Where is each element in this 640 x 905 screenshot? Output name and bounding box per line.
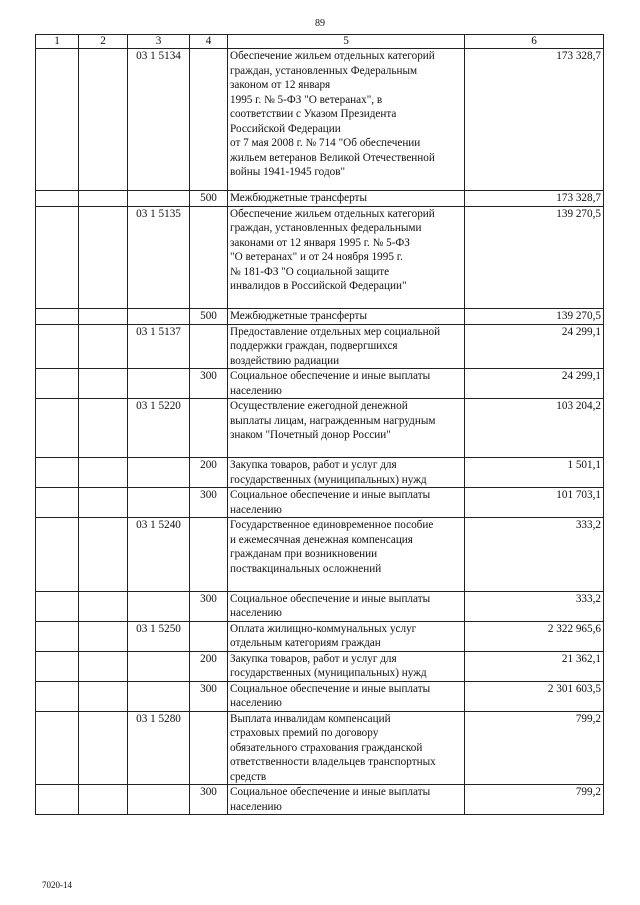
cell-col-2 (79, 458, 128, 488)
cell-amount: 2 322 965,6 (465, 621, 604, 651)
cell-col-1 (36, 518, 79, 592)
description-line: поддержки граждан, подвергшихся (230, 340, 398, 352)
cell-col-1 (36, 324, 79, 369)
cell-expense-type (190, 49, 228, 191)
table-row (36, 324, 604, 369)
cell-col-2 (79, 206, 128, 309)
table-row (36, 369, 604, 399)
description-line: населению (230, 503, 282, 516)
cell-col-1 (36, 488, 79, 518)
header-col-3: 3 (128, 35, 190, 49)
header-col-4: 4 (190, 35, 228, 49)
description-line (230, 443, 462, 458)
description-line: законом от 12 января (230, 79, 331, 91)
table-row (36, 458, 604, 488)
cell-expense-type (190, 621, 228, 651)
cell-description (228, 518, 465, 592)
cell-col-2 (79, 651, 128, 681)
description-line: Обеспечение жильем отдельных категорий (230, 50, 435, 62)
table-row (36, 591, 604, 621)
cell-col-2 (79, 49, 128, 191)
cell-expense-type: 200 (190, 651, 228, 681)
description-line: инвалидов в Российской Федерации" (230, 280, 407, 292)
cell-target-code (128, 785, 190, 815)
description-line: Российской Федерации (230, 122, 341, 135)
cell-amount: 333,2 (465, 518, 604, 592)
cell-target-code: 03 1 5250 (128, 621, 190, 651)
description-line: Закупка товаров, работ и услуг для (230, 459, 397, 471)
cell-target-code: 03 1 5135 (128, 206, 190, 309)
cell-amount: 1 501,1 (465, 458, 604, 488)
cell-description (228, 488, 465, 518)
description-line: Социальное обеспечение и иные выплаты (230, 786, 431, 798)
description-line: знаком "Почетный донор России" (230, 429, 391, 441)
cell-expense-type: 300 (190, 591, 228, 621)
cell-description (228, 711, 465, 785)
header-col-5: 5 (228, 35, 465, 49)
cell-target-code: 03 1 5280 (128, 711, 190, 785)
description-line: населению (230, 607, 282, 619)
cell-col-2 (79, 681, 128, 711)
cell-expense-type (190, 324, 228, 369)
description-line: законами от 12 января 1995 г. № 5-ФЗ (230, 236, 410, 249)
description-line: соответствии с Указом Президента (230, 108, 397, 120)
cell-amount: 173 328,7 (465, 191, 604, 207)
cell-target-code (128, 591, 190, 621)
page-number: 89 (315, 18, 325, 29)
cell-amount: 24 299,1 (465, 324, 604, 369)
description-line: Оплата жилищно-коммунальных услуг (230, 622, 417, 635)
cell-expense-type (190, 206, 228, 309)
cell-description (228, 621, 465, 651)
cell-target-code (128, 458, 190, 488)
cell-expense-type: 300 (190, 488, 228, 518)
cell-description (228, 206, 465, 309)
description-line: Межбюджетные трансферты (230, 192, 367, 204)
cell-amount: 24 299,1 (465, 369, 604, 399)
description-line: жильем ветеранов Великой Отечественной (230, 151, 435, 164)
description-line: гражданам при возникновении (230, 548, 378, 560)
cell-amount: 101 703,1 (465, 488, 604, 518)
cell-col-1 (36, 785, 79, 815)
description-line: № 181-ФЗ "О социальной защите (230, 265, 390, 278)
cell-amount: 21 362,1 (465, 651, 604, 681)
table-row (36, 309, 604, 325)
description-line: обязательного страхования гражданской (230, 741, 423, 754)
cell-target-code: 03 1 5220 (128, 399, 190, 458)
cell-col-1 (36, 399, 79, 458)
description-line: ответственности владельцев транспортных (230, 756, 436, 768)
footer-code: 7020-14 (42, 880, 72, 890)
header-col-1: 1 (36, 35, 79, 49)
cell-description (228, 681, 465, 711)
cell-target-code: 03 1 5134 (128, 49, 190, 191)
description-line: Социальное обеспечение и иные выплаты (230, 592, 431, 605)
cell-amount: 139 270,5 (465, 206, 604, 309)
cell-expense-type (190, 711, 228, 785)
description-line: от 7 мая 2008 г. № 714 "Об обеспечении (230, 137, 421, 149)
cell-expense-type (190, 518, 228, 592)
cell-amount: 799,2 (465, 785, 604, 815)
description-line: Осуществление ежегодной денежной (230, 400, 408, 412)
cell-expense-type: 200 (190, 458, 228, 488)
table-body (36, 49, 604, 815)
cell-col-2 (79, 591, 128, 621)
header-col-6: 6 (465, 35, 604, 49)
description-line: населению (230, 800, 282, 813)
description-line (230, 294, 462, 309)
cell-amount: 333,2 (465, 591, 604, 621)
description-line: и ежемесячная денежная компенсация (230, 533, 413, 546)
description-line: воздействию радиации (230, 354, 340, 367)
description-line: Социальное обеспечение и иные выплаты (230, 370, 431, 382)
cell-col-1 (36, 651, 79, 681)
description-line: войны 1941-1945 годов" (230, 166, 346, 178)
description-line: 1995 г. № 5-ФЗ "О ветеранах", в (230, 93, 383, 106)
description-line: государственных (муниципальных) нужд (230, 667, 427, 679)
cell-col-1 (36, 591, 79, 621)
cell-target-code (128, 488, 190, 518)
cell-target-code (128, 369, 190, 399)
cell-description (228, 309, 465, 325)
cell-target-code: 03 1 5137 (128, 324, 190, 369)
cell-col-1 (36, 309, 79, 325)
cell-target-code (128, 681, 190, 711)
table-row (36, 191, 604, 207)
cell-amount: 139 270,5 (465, 309, 604, 325)
table-row (36, 206, 604, 309)
description-line: Предоставление отдельных мер социальной (230, 325, 441, 338)
cell-target-code: 03 1 5240 (128, 518, 190, 592)
description-line: Государственное единовременное пособие (230, 519, 434, 531)
cell-description (228, 785, 465, 815)
cell-description (228, 399, 465, 458)
table-header-row (36, 35, 604, 49)
table-row (36, 399, 604, 458)
description-line: "О ветеранах" и от 24 ноября 1995 г. (230, 251, 403, 263)
cell-description (228, 458, 465, 488)
table-row (36, 488, 604, 518)
cell-col-1 (36, 711, 79, 785)
cell-description (228, 191, 465, 207)
cell-col-2 (79, 488, 128, 518)
cell-col-2 (79, 324, 128, 369)
table-row (36, 49, 604, 191)
header-col-2: 2 (79, 35, 128, 49)
description-line: Социальное обеспечение и иные выплаты (230, 489, 431, 501)
cell-expense-type: 300 (190, 681, 228, 711)
cell-target-code (128, 191, 190, 207)
description-line: государственных (муниципальных) нужд (230, 473, 427, 486)
cell-description (228, 651, 465, 681)
cell-target-code (128, 309, 190, 325)
cell-description (228, 49, 465, 191)
cell-amount: 173 328,7 (465, 49, 604, 191)
table-row (36, 681, 604, 711)
cell-description (228, 324, 465, 369)
description-line: Выплата инвалидам компенсаций (230, 712, 391, 725)
cell-col-2 (79, 369, 128, 399)
cell-amount: 103 204,2 (465, 399, 604, 458)
cell-col-1 (36, 681, 79, 711)
cell-col-1 (36, 369, 79, 399)
description-line: граждан, установленных федеральными (230, 222, 422, 234)
cell-target-code (128, 651, 190, 681)
description-line: средств (230, 770, 267, 783)
cell-col-1 (36, 191, 79, 207)
cell-expense-type: 300 (190, 785, 228, 815)
cell-amount: 2 301 603,5 (465, 681, 604, 711)
cell-col-2 (79, 518, 128, 592)
description-line: населению (230, 384, 282, 397)
cell-col-2 (79, 399, 128, 458)
description-line: населению (230, 697, 282, 709)
cell-description (228, 369, 465, 399)
table-row (36, 651, 604, 681)
cell-col-2 (79, 309, 128, 325)
cell-col-1 (36, 458, 79, 488)
table-row (36, 621, 604, 651)
cell-expense-type: 500 (190, 309, 228, 325)
cell-col-1 (36, 206, 79, 309)
description-line: Закупка товаров, работ и услуг для (230, 652, 397, 665)
description-line (230, 576, 462, 591)
cell-amount: 799,2 (465, 711, 604, 785)
description-line: страховых премий по договору (230, 727, 379, 739)
cell-expense-type: 300 (190, 369, 228, 399)
description-line: выплаты лицам, награжденным нагрудным (230, 414, 436, 427)
cell-expense-type (190, 399, 228, 458)
table-row (36, 518, 604, 592)
description-line: отдельным категориям граждан (230, 637, 381, 649)
description-line: поствакцинальных осложнений (230, 562, 382, 575)
cell-col-2 (79, 621, 128, 651)
cell-col-2 (79, 711, 128, 785)
cell-col-1 (36, 621, 79, 651)
cell-col-2 (79, 191, 128, 207)
description-line: граждан, установленных Федеральным (230, 64, 418, 77)
cell-expense-type: 500 (190, 191, 228, 207)
cell-description (228, 591, 465, 621)
budget-table (35, 34, 604, 815)
description-line: Обеспечение жильем отдельных категорий (230, 207, 435, 220)
description-line: Межбюджетные трансферты (230, 310, 367, 322)
table-row (36, 711, 604, 785)
cell-col-2 (79, 785, 128, 815)
cell-col-1 (36, 49, 79, 191)
table-row (36, 785, 604, 815)
description-line: Социальное обеспечение и иные выплаты (230, 682, 431, 695)
